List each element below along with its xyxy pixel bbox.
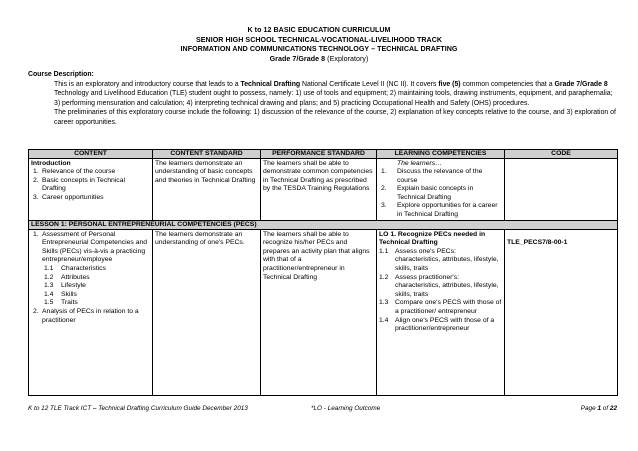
list-item: 1. Discuss the relevance of the course [381, 168, 483, 184]
document-header [0, 26, 638, 64]
footer-document-title: K to 12 TLE Track ICT – Technical Drafting Curriculum Guide December 2013 [28, 405, 248, 412]
list-item: 1. Relevance of the course [33, 168, 116, 176]
grade-qualifier: (Exploratory) [325, 54, 369, 63]
header-line-3: INFORMATION AND COMMUNICATIONS TECHNOLOGY – TECHNICAL DRAFTING [180, 45, 458, 54]
column-header-code: CODE [505, 150, 618, 159]
course-description [28, 70, 618, 128]
list-item: 3. Career opportunities [33, 193, 104, 201]
list-item: 1.2 Assess practitioner's: characteristics, attributes, lifestyle, skills, traits [379, 273, 499, 298]
intro-competencies-cell [377, 159, 505, 221]
column-header-content: CONTENT [29, 150, 153, 159]
column-header-learning-competencies: LEARNING COMPETENCIES [377, 150, 505, 159]
list-item: 1.4 Align one's PECS with those of a practitioner/entrepreneur [379, 316, 495, 333]
grade-label: Grade 7/Grade 8 [269, 54, 326, 63]
intro-title: Introduction [31, 159, 71, 167]
learning-outcome-title: LO 1. Recognize PECs needed in Technical Drafting [379, 230, 486, 247]
list-item: 2. Explain basic concepts in Technical Drafting [381, 185, 474, 201]
list-item: 1.4 Skills [44, 290, 77, 298]
list-item: 1.3 Compare one's PECS with those of a practitioner/ entrepreneur [379, 299, 502, 315]
table-row-lesson-1 [29, 230, 618, 396]
lesson-1-title: LESSON 1: PERSONAL ENTREPRENEURIAL COMPETENCIES (PECS) [29, 221, 618, 230]
lesson-1-performance-standard-cell: The learners shall be able to recognize his/her PECs and prepares an activity plan that aligns with that of a practitioner/entrepreneur in Technical Drafting [261, 230, 377, 396]
list-item: 1.3 Lifestyle [44, 282, 86, 290]
list-item: 2. Basic concepts in Technical Drafting [33, 176, 125, 193]
lesson-1-code-cell [505, 230, 618, 396]
lesson-1-content-standard-cell: The learners demonstrate an understanding of one's PECs. [153, 230, 261, 396]
lesson-1-content-cell [29, 230, 153, 396]
intro-code-cell [505, 159, 618, 221]
list-item: 1.1 Characteristics [44, 265, 106, 273]
lesson-1-competencies-cell [377, 230, 505, 396]
list-item: 3. Explore opportunities for a career in Technical Drafting [381, 202, 498, 219]
header-line-1: K to 12 BASIC EDUCATION CURRICULUM [247, 26, 391, 34]
intro-content-standard-cell: The learners demonstrate an understanding of basic concepts and theories in Technical Drafting [153, 159, 261, 221]
list-item: 1. Assessment of Personal Entrepreneurial Competencies and Skills (PECs) vis-à-vis a practicing entrepreneur/employee [33, 230, 148, 264]
footer-legend: *LO - Learning Outcome [311, 405, 381, 412]
competency-code: TLE_PECS7/8-00-1 [507, 239, 568, 247]
intro-performance-standard-cell: The learners shall be able to demonstrate common competencies in Technical Drafting as prescribed by the TESDA Training Regulations [261, 159, 377, 221]
list-item: 1.2 Attributes [44, 273, 90, 281]
grade-line [0, 55, 638, 65]
page-number: Page 1 of 22 [580, 405, 617, 412]
curriculum-table [28, 149, 618, 396]
column-header-content-standard: CONTENT STANDARD [153, 150, 261, 159]
intro-content-cell [29, 159, 153, 221]
list-item: 2. Analysis of PECs in relation to a practitioner [33, 308, 139, 324]
lesson-1-heading-row [29, 221, 618, 230]
table-row-introduction [29, 159, 618, 221]
course-description-paragraph-2: The preliminaries of this exploratory course include the following: 1) discussion of the relevance of the course, 2) explanation of key concepts relative to the course, and 3) exploration of career opportunities. [54, 109, 616, 126]
list-item: 1.1 Assess one's PECs: characteristics, attributes, lifestyle, skills, traits [379, 247, 499, 273]
header-line-2: SENIOR HIGH SCHOOL TECHNICAL-VOCATIONAL-LIVELIHOOD TRACK [195, 35, 443, 44]
column-header-performance-standard: PERFORMANCE STANDARD [261, 150, 377, 159]
course-description-paragraph-1: This is an exploratory and introductory course that leads to a Technical Drafting National Certificate Level II (NC II). It covers five (5) common competencies that a Grade 7/Grade 8 Technology and Livelihood Education (TLE) student ought to possess, namely: 1) use of tools and equipment; 2) maintaining tools, drawing instruments, equipment, and paraphernalia; 3) performing mensuration and calculation; 4) interpreting technical drawing and plans; and 5) practicing Occupational Health and Safety (OHS) procedures. [54, 80, 613, 107]
course-description-title: Course Description: [28, 71, 94, 78]
list-item: 1.5 Traits [44, 299, 78, 307]
competencies-lead: The learners… [397, 159, 442, 167]
table-header-row [29, 150, 618, 159]
